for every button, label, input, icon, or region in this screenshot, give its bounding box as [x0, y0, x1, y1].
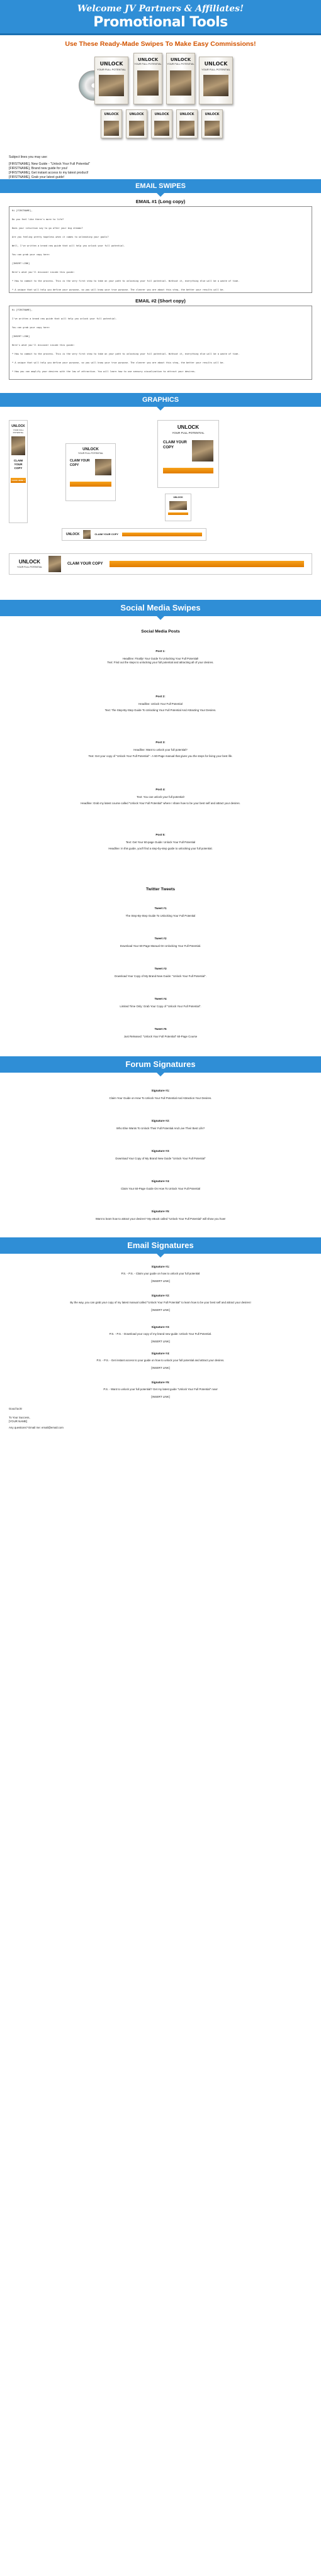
forum-signature: Signature #2: Who Else Wants To Unlock Their Full Potential And Live Their Best Life?	[116, 1119, 205, 1130]
welcome-heading: Welcome JV Partners & Affiliates!	[77, 4, 244, 14]
banner-skyscraper[interactable]: UNLOCK YOUR FULL POTENTIAL CLAIM YOUR COPY CLICK HERE >	[9, 420, 28, 523]
product-book: UNLOCK	[201, 109, 223, 138]
subject-intro: Subject lines you may use:	[9, 155, 48, 159]
email-signature: Signature #4: P.S. - P.S. - Get instant access to your guide on how to unlock your full potential and attract your desires. [INSERT LINK]	[96, 1352, 225, 1370]
product-book: UNLOCK	[151, 109, 172, 138]
product-box: UNLOCK YOUR FULL POTENTIAL	[94, 57, 128, 104]
click-here-button[interactable]: CLICK HERE >	[11, 478, 26, 483]
tweet: Tweet #5 Just Released: "Unlock Your Full Potential" 60-Page Course	[123, 1027, 198, 1039]
email2-title: EMAIL #2 (Short copy)	[135, 298, 186, 304]
product-box: UNLOCK YOUR FULL POTENTIAL	[133, 53, 162, 104]
product-box: UNLOCK YOUR FULL POTENTIAL	[199, 57, 233, 104]
footer-line: [YOUR NAME]	[9, 1419, 28, 1423]
banner-large-rect[interactable]: UNLOCK YOUR FULL POTENTIAL CLAIM YOUR COPY	[157, 420, 219, 488]
email1-title: EMAIL #1 (Long copy)	[135, 199, 186, 204]
social-post: Post 3: Headline: Want to unlock your full potential? Text: Get your copy of "Unlock Your Full Potential" - A 60-Page manual that gives you the steps for living your best life.	[88, 741, 233, 758]
social-post: Post 2: Headline: Unlock Your Full Potential Text: The Step-By-Step Guide To Unlocking Your Full Potential And Attracting Your Desires.	[104, 695, 217, 712]
contact-email[interactable]: Any questions? Email me: email@email.com	[9, 1425, 64, 1429]
subject-line: [FIRSTNAME], Get instant access to my latest product!	[9, 171, 89, 175]
social-post: Post 4: Text: You can unlock your full potential! Headline: Grab my latest course called "Unlock Your Full Potential" where I share how to be your best self and attract your desires.	[81, 788, 240, 805]
social-posts-title: Social Media Posts	[141, 629, 180, 634]
tweet: Tweet #2 Download Your 60-Page Manual On Unlocking Your Full Potential.	[120, 937, 201, 948]
banner-wide-leaderboard[interactable]: UNLOCK YOUR FULL POTENTIAL CLAIM YOUR COPY	[9, 553, 312, 575]
email-signature: Signature #3: P.S. - P.S. - Download your copy of my brand new guide: Unlock Your Full Potential. [INSERT LINK]	[109, 1325, 212, 1344]
footer-line: Good luck!	[9, 1407, 22, 1410]
section-band-email-swipes: EMAIL SWIPES	[0, 179, 321, 193]
banner-square[interactable]: UNLOCK YOUR FULL POTENTIAL CLAIM YOUR COPY	[65, 443, 116, 501]
subject-line: [FIRSTNAME], New Guide - "Unlock Your Full Potential"	[9, 162, 90, 167]
product-book: UNLOCK	[126, 109, 147, 138]
email1-textarea[interactable]: Hi [FIRSTNAME], Do you feel like there's more to life? Does your intuition say to go after your big dreams? Are you feeling pretty hopeless when it comes to unleashing your goals? Well, I've written a brand new guide that will help you unlock your full potential. You can grab your copy here: [INSERT LINK] Here's what you'll discover inside this guide: * How to commit to the process. This is the very first step to take on your path to unlocking your full potential. Without it, everything else will be a waste of time. * A unique that will help you define your purpose, so you will know your true purpose. The clearer you are about this step, the better your results will be.	[9, 206, 312, 293]
email2-textarea[interactable]: Hi [FIRSTNAME], I've written a brand new guide that will help you unlock your full potential. You can grab your copy here: [INSERT LINK] Here's what you'll discover inside this guide: * How to commit to the process. This is the very first step to take on your path to unlocking your full potential. Without it, everything else will be a waste of time. * A unique that will help you define your purpose, so you will know your true purpose. The clearer you are about this step, the better your results will be. * How you can amplify your desires with the law of attraction. You will learn how to use sensory visualization to attract your desires.	[9, 306, 312, 380]
page-subtitle: Use These Ready-Made Swipes To Make Easy Commissions!	[65, 40, 256, 48]
product-book: UNLOCK	[101, 109, 122, 138]
forum-signature: Signature #5: Want to learn how to attract your desires? My eBook called "Unlock Your Full Potential" will show you how!	[95, 1210, 226, 1221]
forum-signature: Signature #3: Download Your Copy of My Brand New Guide "Unlock Your Full Potential"	[115, 1149, 206, 1161]
forum-signature: Signature #1: Claim Your Guide on How To Unlock Your Full Potential And Attraction Your Desires.	[109, 1089, 212, 1100]
page-header	[0, 0, 321, 35]
footer-line: To Your Success,	[9, 1415, 30, 1419]
section-band-email-signatures: Email Signatures	[0, 1237, 321, 1254]
tweet: Tweet #1 The Step-By-Step Guide To Unlocking Your Full Potential	[125, 907, 196, 918]
product-book: UNLOCK	[176, 109, 198, 138]
subject-line: [FIRSTNAME], Brand new guide for you!	[9, 167, 68, 171]
tweet: Tweet #3 Download Your Copy of My Brand New Guide: "Unlock Your Full Potential".	[115, 967, 206, 978]
section-band-forum: Forum Signatures	[0, 1056, 321, 1073]
email-signature: Signature #1: P.S. - P.S. - Claim your guide on how to unlock your full potential [INSERT LINK]	[121, 1265, 200, 1283]
tweet: Tweet #4 Limited Time Only: Grab Your Copy of "Unlock Your Full Potential".	[120, 997, 201, 1009]
product-bundle-image	[0, 52, 321, 147]
subject-line: [FIRSTNAME], Grab your latest guide!	[9, 175, 65, 180]
forum-signature: Signature #4: Claim Your 60-Page Guide On How To Unlock Your Full Potential	[120, 1180, 201, 1191]
banner-small-leaderboard[interactable]: UNLOCK CLAIM YOUR COPY	[62, 528, 206, 541]
twitter-tweets-title: Twitter Tweets	[145, 887, 176, 892]
footer	[9, 1407, 198, 1430]
subject-lines	[9, 155, 311, 180]
page-title: Promotional Tools	[93, 14, 228, 30]
product-box: UNLOCK YOUR FULL POTENTIAL	[166, 53, 195, 104]
email-signature: Signature #5: P.S. - Want to unlock your full potential? Get my latest guide "Unlock Your Full Potential" now! [INSERT LINK]	[103, 1381, 218, 1399]
section-band-graphics: GRAPHICS	[0, 393, 321, 407]
banner-small-square[interactable]: UNLOCK	[165, 494, 191, 521]
email-signature: Signature #2: By the way, you can grab your copy of my latest manual called "Unlock Your Full Potential" to learn how to be your best self and attract your desires! [INSERT LINK]	[70, 1294, 251, 1312]
social-post: Post 1: Headline: Finally! Your Guide To Unlocking Your Full Potential! Text: Find out the steps to unlocking your full potential and attracting all of your desires.	[107, 650, 214, 665]
social-post: Post 5: Text: Get Your 60-page Guide: Unlock Your Full Potential Headline: In this guide, you'll find a step-by-step guide to unlocking your full potential.	[108, 833, 213, 851]
section-band-social: Social Media Swipes	[0, 600, 321, 616]
